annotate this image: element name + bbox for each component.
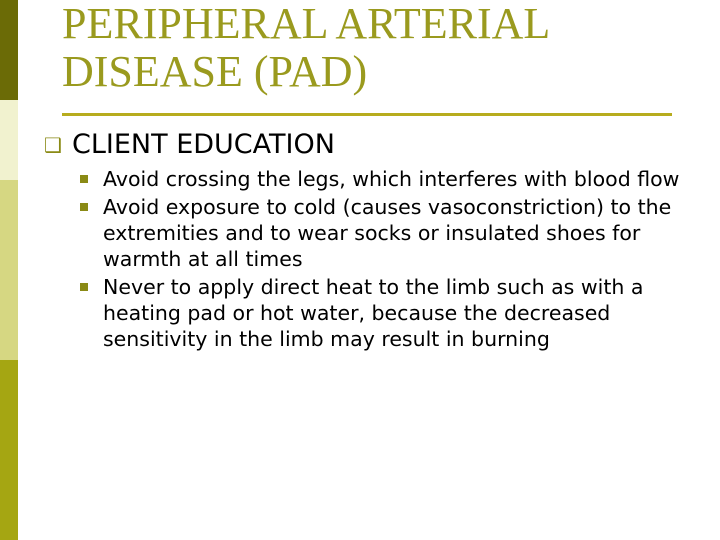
title-divider [62,113,672,116]
list-item-text: Avoid exposure to cold (causes vasoconstriction) to the extremities and to wear socks or insulated shoes for warmth at all times [103,195,672,271]
sidebar-band-pale [0,100,18,180]
filled-square-bullet-icon [80,283,88,291]
slide-title-line-1: PERIPHERAL ARTERIAL [62,0,551,48]
sidebar-decoration [0,0,18,540]
sidebar-band-light [0,180,18,360]
slide-title [62,0,702,96]
list-item-text: Avoid crossing the legs, which interferes with blood flow [103,167,680,191]
sidebar-band-dark [0,0,18,100]
square-checkbox-bullet-icon: ❑ [44,133,62,157]
slide-title-line-2: DISEASE (PAD) [62,47,368,96]
sidebar-band-olive [0,360,18,540]
section-heading [44,128,684,162]
list-item-text: Never to apply direct heat to the limb such as with a heating pad or hot water, because the decreased sensitivity in the limb may result in burning [103,275,644,351]
education-list [80,166,680,354]
section-heading-text: CLIENT EDUCATION [72,129,335,160]
list-item [80,166,680,192]
list-item [80,274,680,352]
filled-square-bullet-icon [80,203,88,211]
filled-square-bullet-icon [80,175,88,183]
list-item [80,194,680,272]
